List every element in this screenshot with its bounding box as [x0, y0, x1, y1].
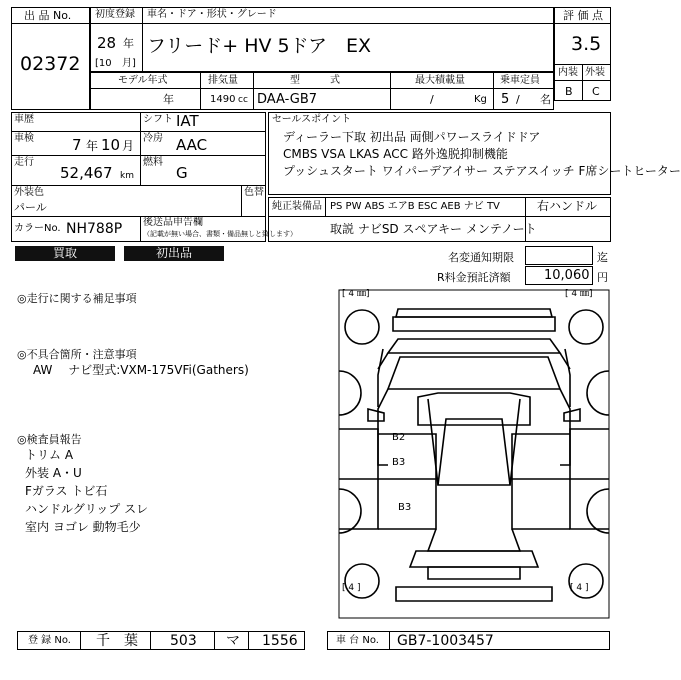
reg-class-no: 503 [170, 633, 197, 649]
driving-notes-title: ◎走行に関する補足事項 [17, 292, 137, 305]
name-change-label: 名変通知期限 [448, 251, 514, 264]
inspection-month: 10 [101, 136, 121, 154]
fuel-label: 燃料 [143, 157, 163, 168]
inspector-line-5: 室内 ヨゴレ 動物毛少 [25, 520, 141, 534]
year-unit: 年 [123, 37, 134, 50]
inspector-line-4: ハンドルグリップ スレ [25, 502, 149, 516]
lot-number: 02372 [20, 53, 81, 75]
defects-line: AW ナビ型式:VXM-175VFi(Gathers) [33, 363, 249, 377]
type-label: 型 式 [290, 75, 340, 86]
exterior-color-label: 外装色 [14, 187, 44, 198]
exterior-label: 外装 [585, 67, 605, 78]
first-listing-badge: 初出品 [124, 246, 224, 261]
type-code: DAA-GB7 [257, 92, 318, 107]
selling-point-line-3: プッシュスタート ワイパーデアイサー ステアスイッチ F席シートヒーター [283, 164, 681, 178]
exterior-grade: C [592, 85, 600, 98]
car-diagram-svg [338, 289, 610, 619]
ac-label: 冷房 [143, 133, 163, 144]
damage-mark-b2: B2 [392, 432, 406, 443]
damage-mark-b3-lower: B3 [398, 502, 412, 513]
reg-kana: マ [226, 633, 240, 649]
color-change-label: 色替 [244, 187, 264, 198]
inspection-year: 7 [72, 136, 82, 154]
tire-depth-bottom-left: [ 4 ] [342, 583, 361, 593]
exterior-color-value: パール [14, 201, 47, 214]
score-label: 評 価 点 [563, 9, 603, 22]
defects-title: ◎不具合箇所・注意事項 [17, 348, 137, 361]
chassis-label: 車 台 No. [336, 635, 379, 646]
selling-point-line-1: ディーラー下取 初出品 両側パワースライドドア [283, 130, 541, 144]
reg-no-label: 登 録 No. [28, 635, 71, 646]
color-no-value: NH788P [66, 221, 123, 237]
score-value: 3.5 [571, 33, 602, 55]
model-year-label: モデル年式 [118, 75, 168, 86]
recycle-amount: 10,060 [544, 268, 590, 283]
car-damage-diagram [338, 289, 610, 619]
chassis-no: GB7-1003457 [397, 633, 494, 649]
post-report-note: （記載が無い場合、書類・備品無しと致します） [143, 230, 297, 238]
inspector-title: ◎検査員報告 [17, 433, 82, 446]
interior-label: 内装 [558, 67, 578, 78]
load-unit: Kg [474, 94, 487, 105]
steering-side: 右ハンドル [537, 199, 598, 213]
recycle-label: R料金預託済額 [437, 271, 511, 284]
damage-mark-b3-side: B3 [392, 457, 406, 468]
mileage-label: 走行 [14, 157, 34, 168]
displacement-unit: cc [238, 95, 248, 105]
equipment-label: 純正装備品 [272, 201, 322, 212]
mileage-unit: km [120, 171, 134, 181]
displacement-value: 1490 [210, 94, 236, 105]
ac-value: AAC [176, 136, 208, 154]
reg-serial: 1556 [262, 633, 298, 649]
mileage-value: 52,467 [60, 164, 113, 182]
selling-point-line-2: CMBS VSA LKAS ACC 路外逸脱抑制機能 [283, 147, 508, 161]
capacity-unit: 名 [540, 93, 551, 106]
inspector-line-3: Fガラス トビ石 [25, 484, 108, 498]
buy-badge: 買取 [15, 246, 115, 261]
load-sep: / [430, 93, 434, 106]
post-report-label: 後送品申告欄 [143, 217, 203, 228]
interior-grade: B [565, 85, 573, 98]
color-no-label: カラーNo. [14, 223, 61, 234]
recycle-unit: 円 [597, 271, 608, 284]
capacity-sep: / [516, 93, 520, 106]
displacement-label: 排気量 [208, 75, 238, 86]
manuals: 取説 ナビSD スペアキー メンテノート [330, 222, 537, 236]
capacity-label: 乗車定員 [500, 75, 540, 86]
inspection-year-unit: 年 [86, 139, 99, 153]
reg-label: 初度登録 [95, 9, 135, 20]
capacity-value: 5 [501, 92, 510, 107]
inspection-label: 車検 [14, 133, 34, 144]
model-year-unit: 年 [163, 93, 174, 106]
car-name: フリード+ HV 5ドア EX [147, 35, 372, 57]
name-change-unit: 迄 [597, 251, 608, 264]
equipment-items: PS PW ABS エアB ESC AEB ナビ TV [330, 201, 500, 212]
tire-depth-top-right: [ 4 ㎜] [565, 289, 593, 299]
month-unit: 月] [122, 58, 136, 69]
reg-year: 28 [97, 34, 117, 52]
name-change-box [525, 246, 593, 265]
inspection-month-unit: 月 [122, 139, 135, 153]
selling-points-label: セールスポイント [272, 114, 352, 125]
tire-depth-top-left: [ 4 ㎜] [342, 289, 370, 299]
name-label: 車名・ドア・形状・グレード [147, 9, 277, 20]
fuel-value: G [176, 164, 188, 182]
reg-region: 千 葉 [96, 633, 138, 649]
inspector-line-1: トリム A [25, 448, 74, 462]
tire-depth-bottom-right: [ 4 ] [570, 583, 589, 593]
shift-value: IAT [176, 112, 199, 130]
inspector-line-2: 外装 A・U [25, 466, 82, 480]
shift-label: シフト [143, 114, 173, 125]
history-label: 車歴 [14, 114, 34, 125]
lot-label: 出 品 No. [24, 9, 72, 22]
reg-month: [10 [95, 58, 112, 69]
max-load-label: 最大積載量 [415, 75, 465, 86]
